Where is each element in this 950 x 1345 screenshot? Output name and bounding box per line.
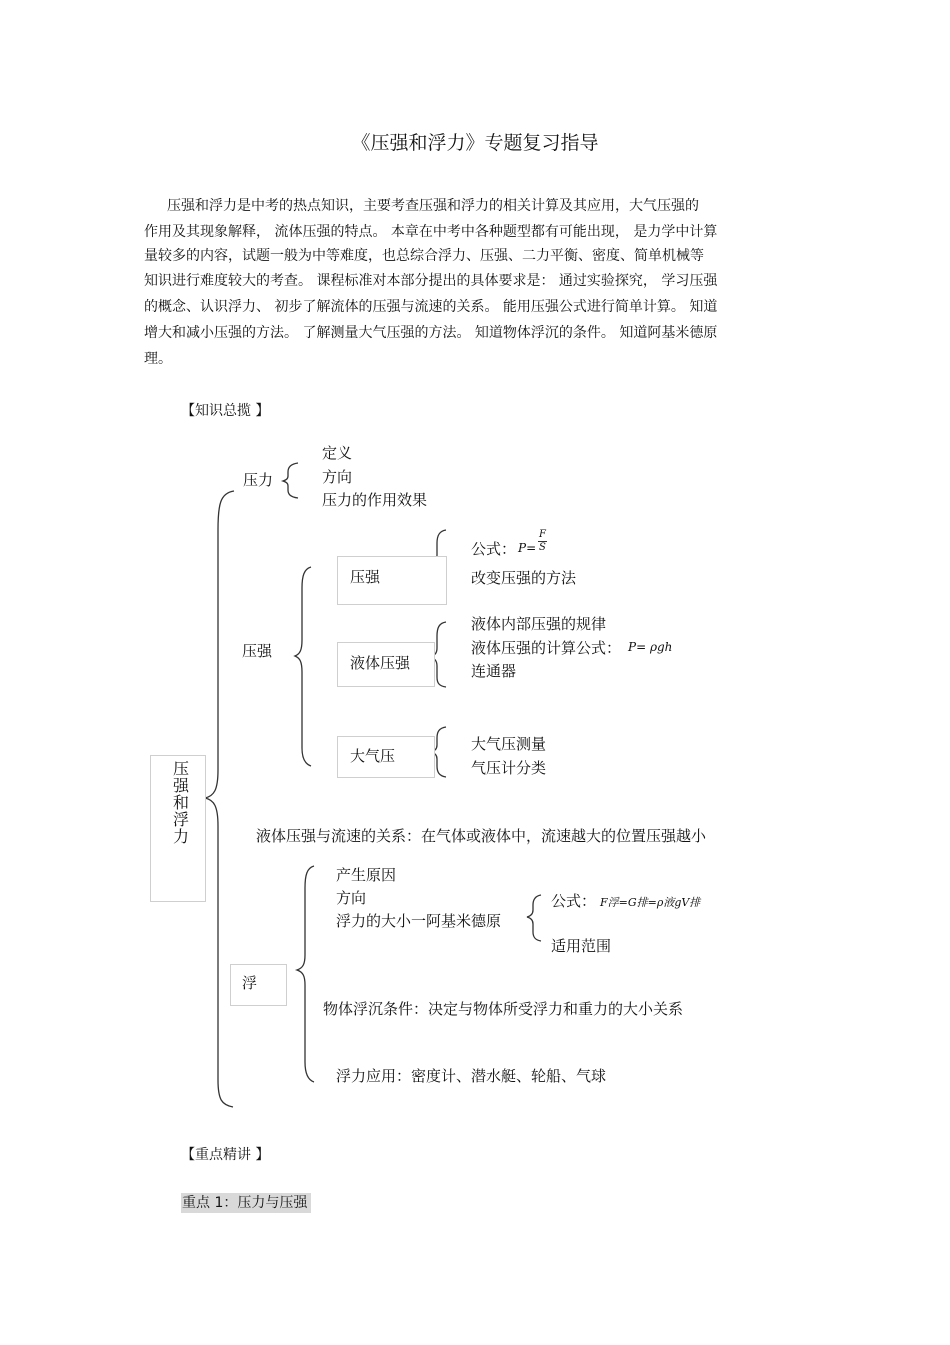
archimedes-formula-label: 公式：: [551, 892, 597, 910]
atmos-item: 气压计分类: [471, 759, 547, 777]
formula-numerator: F: [539, 529, 546, 540]
solid-method: 改变压强的方法: [471, 569, 577, 587]
buoyancy-label: 浮: [242, 974, 258, 992]
pressure-force-label: 压力: [243, 471, 274, 489]
buoyancy-item: 浮力的大小一阿基米德原: [336, 912, 502, 930]
page-title: 《压强和浮力》专题复习指导: [351, 132, 599, 154]
solid-formula: P=: [518, 541, 537, 555]
section-heading-key: 【重点精讲 】: [181, 1147, 270, 1163]
buoyancy-box: [230, 964, 287, 1006]
intro-line: 知识进行难度较大的考查。 课程标准对本部分提出的具体要求是： 通过实验探究， 学习压强: [144, 273, 718, 289]
sink-float-condition: 物体浮沉条件：决定与物体所受浮力和重力的大小关系: [323, 1000, 684, 1018]
solid-pressure-label: 压强: [350, 568, 381, 586]
pressure-force-bracket: [283, 463, 298, 498]
flow-relation: 液体压强与流速的关系：在气体或液体中，流速越大的位置压强越小: [256, 827, 707, 845]
archimedes-bracket: [527, 895, 541, 941]
liquid-formula: P= ρgh: [628, 640, 673, 654]
atmos-item: 大气压测量: [471, 735, 547, 753]
pressure-force-item: 压力的作用效果: [322, 491, 428, 509]
section-heading-overview: 【知识总揽 】: [181, 403, 270, 419]
main-bracket: [205, 491, 234, 1107]
intro-line: 作用及其现象解释， 流体压强的特点。 本章在中考中各种题型都有可能出现， 是力学中计算: [144, 224, 718, 240]
archimedes-scope: 适用范围: [551, 937, 612, 955]
pressure-bracket: [295, 567, 311, 766]
intro-line: 理。: [144, 351, 172, 367]
buoyancy-item: 产生原因: [336, 866, 397, 884]
archimedes-formula: F浮=G排=ρ液gV排: [600, 896, 701, 909]
liquid-item: 液体内部压强的规律: [471, 615, 607, 633]
buoyancy-application: 浮力应用：密度计、潜水艇、轮船、气球: [336, 1067, 607, 1085]
root-label: 压强和浮力: [172, 759, 189, 846]
liquid-item: 连通器: [471, 662, 517, 680]
liquid-item: 液体压强的计算公式：: [471, 639, 622, 657]
key-point-1-label: 重点 1：压力与压强: [181, 1193, 311, 1213]
intro-line: 量较多的内容，试题一般为中等难度，也总综合浮力、压强、二力平衡、密度、简单机械等: [144, 248, 704, 264]
key-point-1: [181, 1192, 311, 1212]
pressure-force-item: 方向: [322, 468, 353, 486]
intro-line: 压强和浮力是中考的热点知识，主要考查压强和浮力的相关计算及其应用，大气压强的: [167, 198, 699, 214]
formula-denominator: S: [539, 542, 546, 553]
buoyancy-bracket: [297, 866, 314, 1082]
solid-formula-label: 公式：: [471, 540, 517, 558]
intro-line: 增大和减小压强的方法。 了解测量大气压强的方法。 知道物体浮沉的条件。 知道阿基米德原: [144, 325, 718, 341]
pressure-force-item: 定义: [322, 444, 353, 462]
pressure-label: 压强: [242, 642, 273, 660]
liquid-pressure-label: 液体压强: [350, 654, 411, 672]
buoyancy-item: 方向: [336, 889, 367, 907]
atmos-label: 大气压: [350, 747, 396, 765]
intro-line: 的概念、认识浮力、 初步了解流体的压强与流速的关系。 能用压强公式进行简单计算。 知道: [144, 299, 718, 315]
